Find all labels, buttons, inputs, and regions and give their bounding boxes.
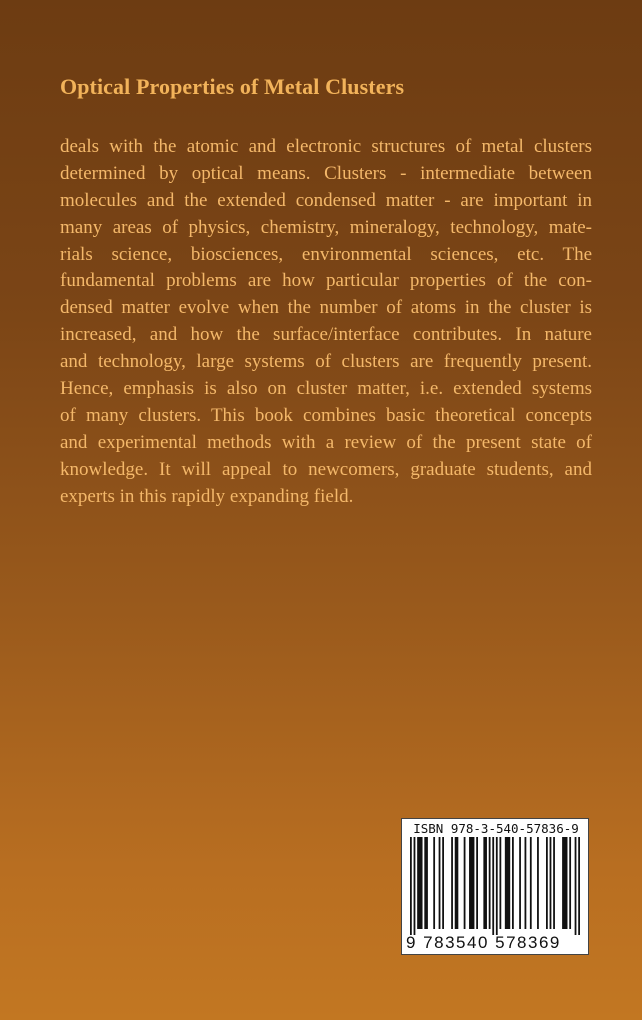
description-line: densed matter evolve when the number of atoms in the cluster is xyxy=(60,297,592,319)
barcode-bar xyxy=(451,837,453,929)
description-line: determined by optical means. Clusters - intermediate between xyxy=(60,162,592,184)
barcode-bar xyxy=(442,837,444,929)
barcode-bar xyxy=(546,837,548,929)
barcode-bar xyxy=(562,837,567,929)
isbn-label: ISBN 978-3-540-57836-9 xyxy=(413,821,579,836)
book-title: Optical Properties of Metal Clusters xyxy=(60,74,405,99)
barcode-bar xyxy=(569,837,571,929)
description-line: increased, and how the surface/interface contributes. In nature xyxy=(60,324,592,346)
barcode-bar xyxy=(550,837,552,929)
barcode-bar xyxy=(483,837,487,929)
description-line: many areas of physics, chemistry, mineralogy, technology, mate- xyxy=(60,216,592,238)
barcode-bar xyxy=(537,837,539,929)
barcode-bar xyxy=(496,837,498,935)
description-line: deals with the atomic and electronic structures of metal clusters xyxy=(60,136,592,157)
barcode-bar xyxy=(469,837,474,929)
barcode-bar xyxy=(525,837,527,929)
barcode-bar xyxy=(505,837,510,929)
barcode-bar xyxy=(414,837,416,935)
barcode-bar xyxy=(489,837,491,929)
barcode-bar xyxy=(424,837,428,929)
barcode-bar xyxy=(519,837,521,929)
barcode-bar xyxy=(410,837,412,935)
barcode-bar xyxy=(455,837,459,929)
description-line: and technology, large systems of clusters are frequently present. xyxy=(60,351,592,373)
barcode-bar xyxy=(530,837,532,929)
barcode-bar xyxy=(417,837,422,929)
isbn-barcode xyxy=(401,818,589,955)
barcode-bar xyxy=(439,837,441,929)
barcode-bar xyxy=(578,837,580,935)
description-line: rials science, biosciences, environmental sciences, etc. The xyxy=(60,243,592,265)
barcode-bar xyxy=(433,837,435,929)
barcode-bar xyxy=(512,837,514,929)
barcode-bar xyxy=(499,837,501,929)
barcode-bar xyxy=(553,837,555,929)
barcode-bar xyxy=(464,837,466,929)
barcode-bars xyxy=(410,837,580,935)
book-description xyxy=(60,134,592,510)
description-line: knowledge. It will appeal to newcomers, graduate students, and xyxy=(60,458,592,480)
description-line: experts in this rapidly expanding field. xyxy=(60,485,354,507)
barcode-bar xyxy=(492,837,494,935)
barcode-bar xyxy=(575,837,577,935)
description-line: of many clusters. This book combines basic theoretical concepts xyxy=(60,404,592,426)
description-line: Hence, emphasis is also on cluster matter, i.e. extended systems xyxy=(60,378,592,400)
description-line: molecules and the extended condensed matter - are important in xyxy=(60,189,592,211)
ean-digits: 9 783540 578369 xyxy=(406,933,561,952)
barcode-bar xyxy=(476,837,478,929)
description-line: fundamental problems are how particular properties of the con- xyxy=(60,270,592,292)
description-line: and experimental methods with a review of the present state of xyxy=(60,431,592,453)
